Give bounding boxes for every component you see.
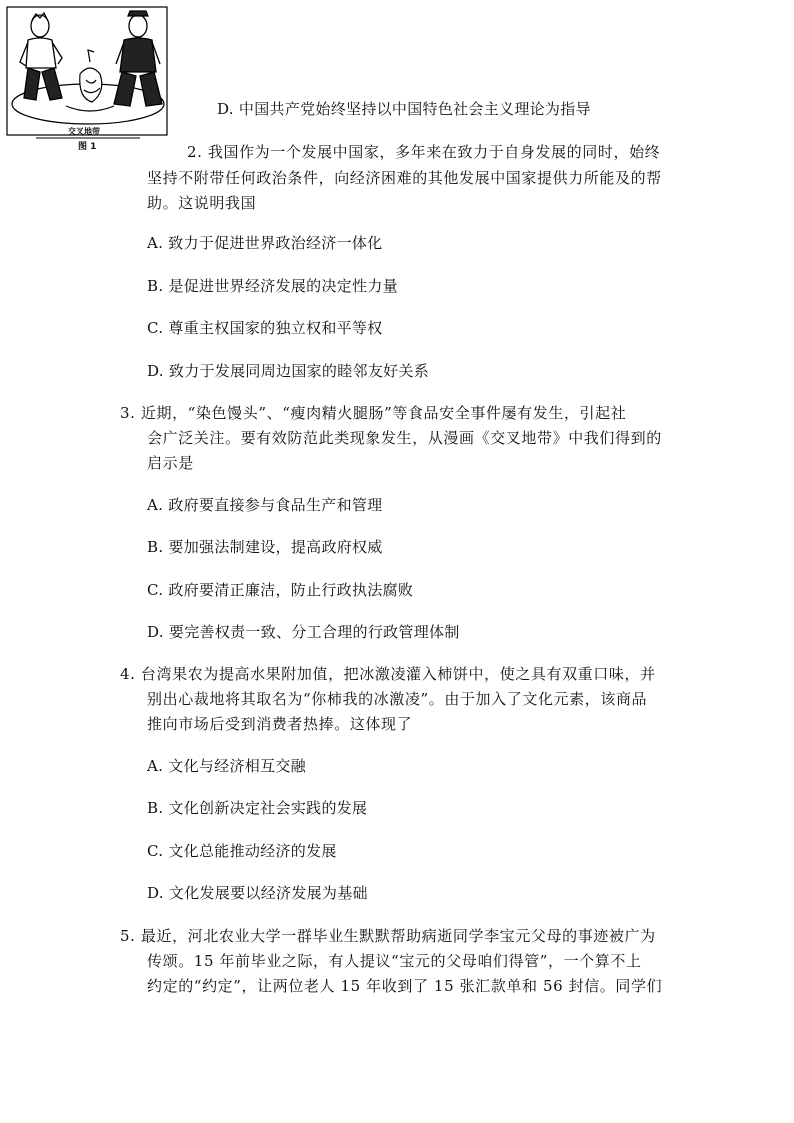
question-2-option-c: C. 尊重主权国家的独立权和平等权 [147, 319, 383, 337]
question-3-option-c: C. 政府要清正廉洁，防止行政执法腐败 [147, 581, 414, 599]
central-object [66, 50, 114, 111]
question-3-option-a: A. 政府要直接参与食品生产和管理 [147, 496, 383, 514]
prev-option-d: D. 中国共产党始终坚持以中国特色社会主义理论为指导 [217, 100, 591, 118]
figure-number-label: 图 1 [78, 142, 97, 152]
question-4-option-c: C. 文化总能推动经济的发展 [147, 842, 337, 860]
left-figure [20, 13, 62, 100]
question-4-option-d: D. 文化发展要以经济发展为基础 [147, 884, 368, 902]
question-4-line-3: 推向市场后受到消费者热捧。这体现了 [147, 715, 413, 733]
question-5-line-1: 5. 最近，河北农业大学一群毕业生默默帮助病逝同学李宝元父母的事迹被广为 [120, 927, 656, 945]
question-4-option-a: A. 文化与经济相互交融 [147, 757, 306, 775]
question-2-line-3: 助。这说明我国 [147, 194, 257, 212]
question-2-option-a: A. 致力于促进世界政治经济一体化 [147, 234, 383, 252]
question-3-line-1: 3. 近期，“染色馒头”、“瘦肉精火腿肠”等食品安全事件屡有发生，引起社 [120, 404, 627, 422]
question-2-option-d: D. 致力于发展同周边国家的睦邻友好关系 [147, 362, 430, 380]
question-4-line-1: 4. 台湾果农为提高水果附加值，把冰激凌灌入柿饼中，使之具有双重口味，并 [120, 665, 656, 683]
question-5-line-3: 约定的“约定”，让两位老人 15 年收到了 15 张汇款单和 56 封信。同学们 [147, 977, 663, 995]
right-figure [114, 11, 162, 106]
question-2-option-b: B. 是促进世界经济发展的决定性力量 [147, 277, 398, 295]
question-3-line-2: 会广泛关注。要有效防范此类现象发生，从漫画《交叉地带》中我们得到的 [147, 429, 662, 447]
question-3-option-d: D. 要完善权责一致、分工合理的行政管理体制 [147, 623, 460, 641]
question-3-option-b: B. 要加强法制建设，提高政府权威 [147, 538, 383, 556]
question-4-option-b: B. 文化创新决定社会实践的发展 [147, 799, 368, 817]
figure-caption: 交叉地带 [68, 127, 100, 136]
question-3-line-3: 启示是 [147, 454, 194, 472]
question-2-line-1: 2. 我国作为一个发展中国家，多年来在致力于自身发展的同时，始终 [187, 143, 661, 161]
question-5-line-2: 传颂。15 年前毕业之际，有人提议“宝元的父母咱们得管”，一个算不上 [147, 952, 642, 970]
question-2-line-2: 坚持不附带任何政治条件，向经济困难的其他发展中国家提供力所能及的帮 [147, 169, 662, 187]
cartoon-figure [6, 6, 170, 154]
question-4-line-2: 别出心裁地将其取名为“你柿我的冰激凌”。由于加入了文化元素，该商品 [147, 690, 648, 708]
